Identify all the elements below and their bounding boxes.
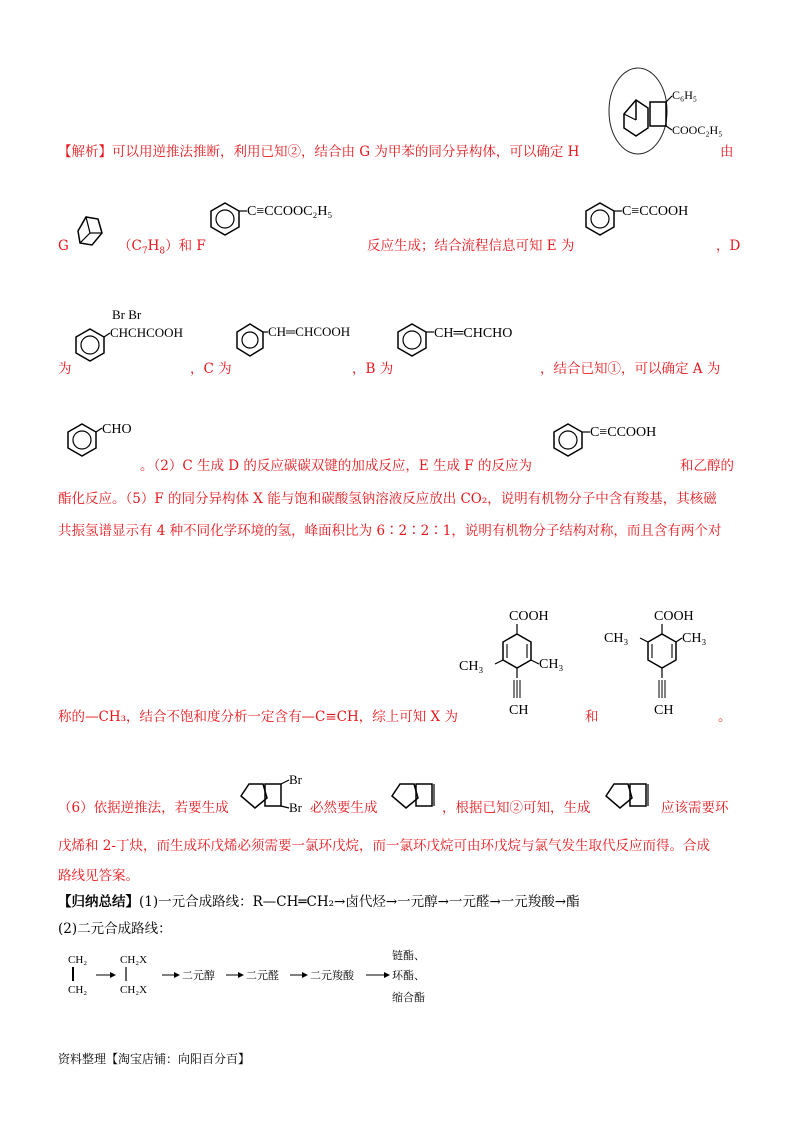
structure-g: [72, 205, 112, 250]
analysis-line-8c: ，根据已知②可知，生成: [442, 800, 591, 816]
b-chain: CH═CHCHO: [434, 326, 513, 341]
svg-text:CH₃: CH₃: [682, 631, 707, 646]
h-substituent-phenyl: C₆H₅: [672, 88, 698, 102]
structure-f2: [548, 416, 688, 466]
svg-text:环酯、: 环酯、: [392, 970, 425, 982]
svg-text:COOH: COOH: [509, 609, 549, 624]
structure-bicyclo-1: [386, 772, 446, 817]
svg-text:CH₂X: CH₂X: [120, 954, 148, 966]
analysis-line-5: 酯化反应。（5）F 的同分异构体 X 能与饱和碳酸氢钠溶液反应放出 CO₂，说明有机物分子中含有羧基，其核磁: [58, 491, 717, 507]
svg-text:CH₃: CH₃: [539, 657, 564, 672]
svg-text:CH₃: CH₃: [604, 631, 629, 646]
analysis-wei: 为: [58, 361, 72, 377]
analysis-line-8d: 应该需要环: [661, 800, 729, 816]
svg-text:CH₃: CH₃: [459, 659, 484, 674]
f-chain: C≡CCOOC₂H₅: [247, 204, 333, 219]
structure-x2: [600, 604, 730, 724]
f2-chain: C≡CCOOH: [590, 425, 657, 440]
e-chain: C≡CCOOH: [622, 204, 689, 219]
svg-text:Br: Br: [289, 800, 302, 815]
analysis-line-7: 称的—CH₃，结合不饱和度分析一定含有—C≡CH，综上可知 X 为: [58, 709, 458, 725]
analysis-line-9: 戊烯和 2-丁炔，而生成环戊烯必须需要一氯环戊烷，而一氯环戊烷可由环戊烷与氯气发生取代反应而得。合成: [58, 838, 710, 854]
svg-text:缩合酯: 缩合酯: [392, 992, 425, 1004]
analysis-line-4b: 和乙醇的: [680, 458, 734, 474]
analysis-text: 【解析】可以用逆推法推断，利用已知②，结合由 G 为甲苯的同分异构体，可以确定 H: [58, 144, 580, 160]
g-formula: $(C_7H_8)$和 F: [118, 238, 206, 257]
analysis-he: 和: [585, 709, 599, 725]
d-chain: CHCHCOOH: [110, 325, 183, 340]
structure-bicyclo-2: [600, 772, 660, 817]
svg-text:CH₂: CH₂: [68, 984, 88, 996]
analysis-d-label: ，D: [716, 238, 741, 254]
svg-text:CH: CH: [654, 703, 674, 718]
svg-text:二元醇: 二元醇: [182, 970, 215, 982]
svg-text:链酯、: 链酯、: [392, 950, 425, 962]
analysis-line-6: 共振氢谱显示有 4 种不同化学环境的氢，峰面积比为 6∶2∶2∶1，说明有机物分子结构对称，而且含有两个对: [58, 523, 722, 539]
analysis-period: 。: [718, 709, 732, 725]
analysis-a-intro: ，结合已知①，可以确定 A 为: [540, 361, 721, 377]
summary-line-1: [58, 893, 580, 911]
svg-text:二元羧酸: 二元羧酸: [310, 970, 354, 982]
structure-d: [70, 305, 210, 367]
analysis-you: 由: [720, 144, 734, 160]
analysis-line-1: [58, 143, 579, 161]
c-chain: CH═CHCOOH: [268, 324, 351, 339]
a-chain: CHO: [102, 422, 132, 437]
svg-text:Br: Br: [289, 772, 302, 787]
analysis-g-label: G: [58, 238, 69, 254]
analysis-line-10: 路线见答案。: [58, 868, 139, 884]
svg-text:COOH: COOH: [654, 609, 694, 624]
analysis-line-8a: （6）依据逆推法，若要生成: [58, 800, 229, 816]
structure-dibromo: [235, 772, 315, 822]
svg-text:CH₂X: CH₂X: [120, 984, 148, 996]
analysis-text-mid: 反应生成；结合流程信息可知 E 为: [367, 238, 575, 254]
analysis-c-label: ，C 为: [190, 361, 232, 377]
footer-source: 资料整理【淘宝店铺：向阳百分百】: [58, 1052, 251, 1066]
h-substituent-ester: COOC₂H₅: [672, 123, 723, 137]
structure-c: [232, 318, 362, 368]
summary-route1: (1)一元合成路线：R—CH═CH₂→卤代烃→一元醇→一元醛→一元羧酸→酯: [139, 894, 580, 910]
analysis-line-4: 。（2）C 生成 D 的反应碳碳双键的加成反应，E 生成 F 的反应为: [140, 458, 532, 474]
svg-text:二元醛: 二元醛: [246, 970, 279, 982]
structure-h: [602, 66, 732, 156]
binary-synthesis-scheme: [58, 945, 478, 1015]
svg-text:CH₂: CH₂: [68, 954, 88, 966]
d-br: Br Br: [112, 307, 142, 322]
structure-f: [205, 195, 365, 245]
structure-b: [392, 318, 542, 368]
structure-x1: [455, 604, 585, 724]
summary-route2-title: (2)二元合成路线：: [58, 921, 172, 937]
analysis-line-8b: 必然要生成: [310, 800, 378, 816]
structure-a: [62, 416, 152, 466]
summary-label: 【归纳总结】: [58, 894, 139, 910]
svg-text:CH: CH: [509, 703, 529, 718]
structure-e: [580, 195, 720, 245]
analysis-b-label: ，B 为: [352, 361, 394, 377]
